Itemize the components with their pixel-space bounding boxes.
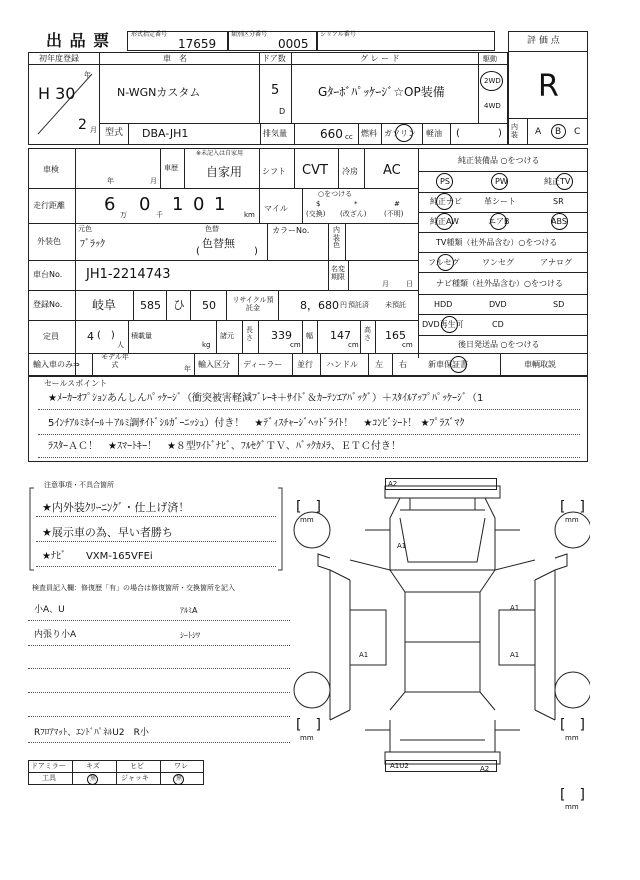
eval-score: R	[538, 69, 559, 104]
tv-fullseg: フルセグ	[428, 258, 460, 267]
shaken-year: 年	[107, 177, 114, 185]
sales-line-3: ﾗｽﾀｰＡＣ！ ★ｽﾏｰﾄｷｰ！ ★８型ﾜｲﾄﾞﾅﾋﾞ、ﾌﾙｾｸﾞＴＶ、ﾊﾞｯｸｶﾒﾗ、ＥＴＣ付き！	[48, 441, 401, 452]
reg-no: 50	[202, 299, 216, 312]
equip-navi: 純正ナビ	[430, 197, 462, 206]
handle-label: ハンドル	[326, 360, 358, 369]
reg-month-unit: 月	[90, 126, 97, 134]
door-sub: D	[279, 107, 286, 116]
mileage-d1: 6	[104, 194, 116, 215]
tire-rl-unit: mm	[300, 734, 314, 742]
equip-tv-circle	[556, 173, 573, 190]
hei: 165	[385, 329, 406, 342]
equip-abs-circle	[551, 213, 568, 230]
drive-4wd: 4WD	[484, 102, 501, 110]
cap-unit: 人	[117, 341, 124, 349]
equip-ps: PS	[440, 177, 450, 186]
equip-abs: ABS	[551, 217, 567, 226]
mirror-h2: ヒビ	[130, 762, 144, 770]
tv-title: TV種類（社外品含む）○をつける	[436, 238, 558, 247]
shaken-month: 月	[150, 177, 157, 185]
reg-no-label: 登録No.	[33, 300, 63, 309]
later-warranty-circle	[450, 356, 467, 373]
equip-sr: SR	[553, 197, 564, 206]
orig-color-label: 元色	[78, 225, 92, 233]
mileage-label: 走行距離	[33, 201, 65, 210]
insp-2-left: 内張り小A	[34, 630, 77, 640]
reg-area: 岐阜	[92, 298, 117, 312]
title-label: 名変期限	[331, 265, 345, 281]
mileage-sen: 千	[156, 211, 163, 219]
mirror-h1: キズ	[86, 762, 100, 770]
tire-rl-bracket: [ ]	[296, 717, 321, 733]
mileage-d4: 0	[193, 194, 205, 215]
wid: 147	[330, 329, 351, 342]
shape-no: 17659	[178, 37, 217, 51]
note-line-3: ★ﾅﾋﾞ VXM-165VFEi	[42, 551, 153, 562]
interior-b-circle	[551, 124, 566, 139]
equip-navi-circle	[436, 193, 453, 210]
fuel-gas: ガソリン	[384, 129, 416, 138]
mileage-d3: 1	[172, 194, 184, 215]
mark-note: ○をつける	[318, 190, 353, 198]
car-diagram	[290, 470, 590, 810]
sales-label: セールスポイント	[44, 379, 108, 388]
reg-era: H 30	[38, 84, 76, 103]
color-change-label: 色替	[205, 225, 219, 233]
recycle-label: リサイクル預託金	[232, 296, 274, 313]
model-label: 型式	[105, 128, 124, 138]
unknown-label: (不明)	[384, 210, 404, 218]
reg-class: 585	[140, 299, 161, 312]
navi-dvd: DVD	[489, 300, 507, 309]
name-label: 車 名	[163, 54, 187, 63]
tv-fullseg-circle	[437, 254, 454, 271]
notes-label: 注意事項・不具合箇所	[44, 481, 114, 489]
fuel-label: 燃料	[361, 129, 377, 138]
tv-analog: アナログ	[540, 258, 572, 267]
tire-fl-unit: mm	[300, 516, 314, 524]
shift: CVT	[302, 163, 328, 178]
tire-fl-bracket: [ ]	[296, 499, 321, 515]
note-line-2: ★展示車の為、早い者勝ち	[42, 526, 173, 539]
equip-aw-circle	[436, 213, 453, 230]
color-label: 外装色	[37, 237, 61, 246]
interior-a: A	[535, 127, 542, 137]
mark-right-front: A1	[510, 604, 520, 612]
unknown-mark: #	[394, 200, 400, 208]
shaken-label: 車検	[43, 165, 59, 174]
orig-color: ﾌﾞﾗｯｸ	[80, 239, 105, 250]
interior-label: 内装	[511, 123, 518, 139]
exchange-label: (交換)	[306, 210, 326, 218]
sales-line-1: ★ﾒｰｶｰｵﾌﾟｼｮﾝあんしんﾊﾟｯｹｰｼﾞ（衝突被害軽減ﾌﾞﾚｰｷ＋ｻｲﾄﾞ＆ｶｰﾃﾝｴｱﾊﾞｯｸﾞ）＋ｽﾀｲﾙｱｯﾌﾟﾊﾟｯｹｰｼﾞ（1	[48, 393, 484, 404]
grade-label: グ レ ー ド	[360, 54, 400, 63]
color-change: 色替無	[202, 237, 235, 250]
model-year-unit: 年	[184, 365, 191, 373]
reg-kana: ひ	[173, 298, 186, 312]
eval-label: 評 価 点	[527, 36, 560, 46]
mileage-d5: 1	[214, 194, 226, 215]
jack-label: ジャッキ	[121, 774, 149, 782]
class-no: 0005	[278, 37, 309, 51]
sales-line-2: 5ｲﾝﾁｱﾙﾐﾎｲｰﾙ＋ｱﾙﾐ調ｻｲﾄﾞｼﾙｶﾞｰﾆｯｼｭ）付き！ ★ﾃﾞｨｽﾁｬｰｼﾞﾍｯﾄﾞﾗｲﾄ！ ★ｺﾝﾋﾞｼｰﾄ！ ★ﾌﾟﾗｽﾞﾏｸ	[48, 418, 465, 429]
ac-label: 冷房	[342, 167, 358, 176]
mark-rear-bumper: A2	[480, 765, 490, 773]
drive-2wd-circle	[480, 71, 503, 91]
equip-title: 純正装備品 ○をつける	[458, 156, 540, 165]
recycle: 8，680	[300, 299, 339, 312]
class-no-label: 類別区分番号	[231, 31, 268, 38]
disp-unit: cc	[345, 133, 353, 141]
navi-hdd: HDD	[434, 300, 453, 309]
grade-value: Gﾀｰﾎﾞﾊﾟｯｹｰｼﾞ☆OP装備	[318, 85, 445, 99]
equip-ps-circle	[436, 173, 453, 190]
vin: JH1-2214743	[86, 267, 171, 282]
reg-year-unit: 年	[84, 71, 91, 79]
cap-paren: ( )	[97, 330, 115, 341]
mirror-h0: ドアミラー	[31, 762, 66, 770]
model: DBA-JH1	[142, 127, 189, 140]
navi-dvd-play-circle	[441, 316, 458, 333]
import-label: 輸入車のみ⇒	[33, 360, 80, 369]
tire-rr-bracket: [ ]	[560, 717, 585, 733]
tire-spare-unit: mm	[565, 803, 579, 811]
reg-label: 初年度登録	[39, 54, 79, 63]
equip-airbag-circle	[490, 213, 507, 230]
size-label: 諸元	[220, 332, 234, 340]
drive-label: 駆動	[483, 55, 497, 63]
title-month: 月	[382, 280, 389, 288]
usage: 自家用	[206, 165, 243, 179]
later-warranty: 新車保証書	[428, 360, 468, 369]
shift-label: シフト	[262, 167, 286, 176]
drive-2wd: 2WD	[484, 77, 501, 85]
handle-right: 右	[399, 360, 407, 369]
tire-rr-unit: mm	[565, 734, 579, 742]
usage-note: ※未記入は自家用	[196, 150, 244, 157]
mark-front-bumper: A2	[388, 480, 398, 488]
reg-month: 2	[78, 117, 87, 133]
wid-label: 幅	[306, 332, 313, 340]
jack-value: 無	[176, 775, 183, 782]
recycle-unit: 円	[340, 301, 347, 309]
later-manual: 車輌取説	[524, 360, 556, 369]
equip-airbag: エアB	[488, 217, 510, 226]
vin-label: 車台No.	[33, 270, 63, 279]
len: 339	[271, 329, 292, 342]
equip-leather: 革シート	[484, 197, 516, 206]
mile-label: マイル	[264, 204, 288, 213]
doors: 5	[271, 83, 280, 98]
tamper-label: (改ざん)	[340, 210, 367, 218]
navi-sd: SD	[553, 300, 565, 309]
import-cat-label: 輸入区分	[198, 360, 230, 369]
equip-tv: 純正TV	[544, 177, 571, 186]
tools-label: 工具	[42, 774, 56, 782]
fuel-gas-circle	[395, 124, 413, 142]
insp-2-right: ｼｰﾄｼﾜ	[180, 631, 200, 640]
load-unit: kg	[202, 341, 211, 349]
cap: 4	[87, 330, 94, 343]
color-code-label: カラーNo.	[272, 226, 310, 235]
mileage-d2: 0	[139, 194, 151, 215]
interior-c: C	[574, 127, 581, 137]
tv-oneseg: ワンセグ	[482, 258, 514, 267]
wid-unit: cm	[348, 341, 359, 349]
shape-no-label: 形式指定番号	[131, 31, 168, 38]
equip-aw: 純正AW	[430, 217, 459, 226]
mark-hood: A1	[397, 542, 407, 550]
equip-pw-circle	[491, 173, 508, 190]
mirror-h3: ワレ	[174, 762, 188, 770]
load-label: 積載量	[131, 332, 152, 340]
insp-1-left: 小A、U	[34, 605, 65, 615]
navi-dvd-play: DVD再生可	[422, 320, 464, 329]
title-day: 日	[406, 280, 413, 288]
ac: AC	[383, 163, 401, 178]
mark-right-rear: A1	[510, 651, 520, 659]
model-year-label: モデル年式	[101, 353, 129, 369]
insp-6-left: Rﾌﾛｱﾏｯﾄ、ｴﾝﾄﾞﾊﾟﾈﾙU2 R小	[34, 728, 149, 738]
tire-fr-unit: mm	[565, 516, 579, 524]
dealer: ディーラー	[243, 360, 283, 369]
mark-left-rear: A1	[359, 651, 369, 659]
equip-pw: PW	[495, 177, 508, 186]
inspection-label: 検査員記入欄：修復歴「有」の場合は修復箇所・交換箇所を記入	[32, 584, 235, 592]
recycle-not: 未預託	[385, 301, 406, 309]
len-label: 長さ	[246, 326, 253, 342]
int-color-label: 内装色	[333, 226, 340, 250]
navi-title: ナビ種類（社外品含む）○をつける	[436, 279, 563, 288]
door-label: ドア数	[262, 54, 286, 63]
tamper-mark: *	[354, 200, 358, 208]
len-unit: cm	[290, 341, 301, 349]
note-line-1: ★内外装ｸﾘｰﾆﾝｸﾞ・仕上げ済！	[42, 501, 190, 514]
hei-unit: cm	[402, 341, 413, 349]
recycle-done: 預託済	[348, 301, 369, 309]
insp-1-right: ｱﾙﾐA	[180, 606, 198, 615]
hei-label: 高さ	[364, 326, 371, 342]
cap-label: 定員	[43, 332, 59, 341]
mileage-unit: km	[244, 211, 255, 219]
fuel-diesel: 軽油	[426, 129, 442, 138]
interior-b: B	[555, 127, 562, 137]
disp: 660	[320, 127, 343, 141]
handle-left: 左	[375, 360, 383, 369]
form-title: 出 品 票	[46, 31, 111, 50]
usage-label: 車歴	[164, 164, 178, 172]
mileage-man: 万	[120, 211, 127, 219]
mark-rear-panel: A1U2	[390, 762, 409, 770]
later-title: 後日発送品 ○をつける	[458, 340, 540, 349]
navi-cd: CD	[492, 320, 504, 329]
tools-value: 無	[90, 775, 97, 782]
tire-fr-bracket: [ ]	[560, 499, 585, 515]
exchange-mark: $	[316, 200, 321, 208]
car-name: N-WGNカスタム	[117, 86, 201, 99]
serial-label: シリアル番号	[320, 31, 356, 38]
disp-label: 排気量	[263, 129, 287, 138]
tire-spare-bracket: [ ]	[560, 787, 585, 803]
parallel: 並行	[297, 360, 313, 369]
